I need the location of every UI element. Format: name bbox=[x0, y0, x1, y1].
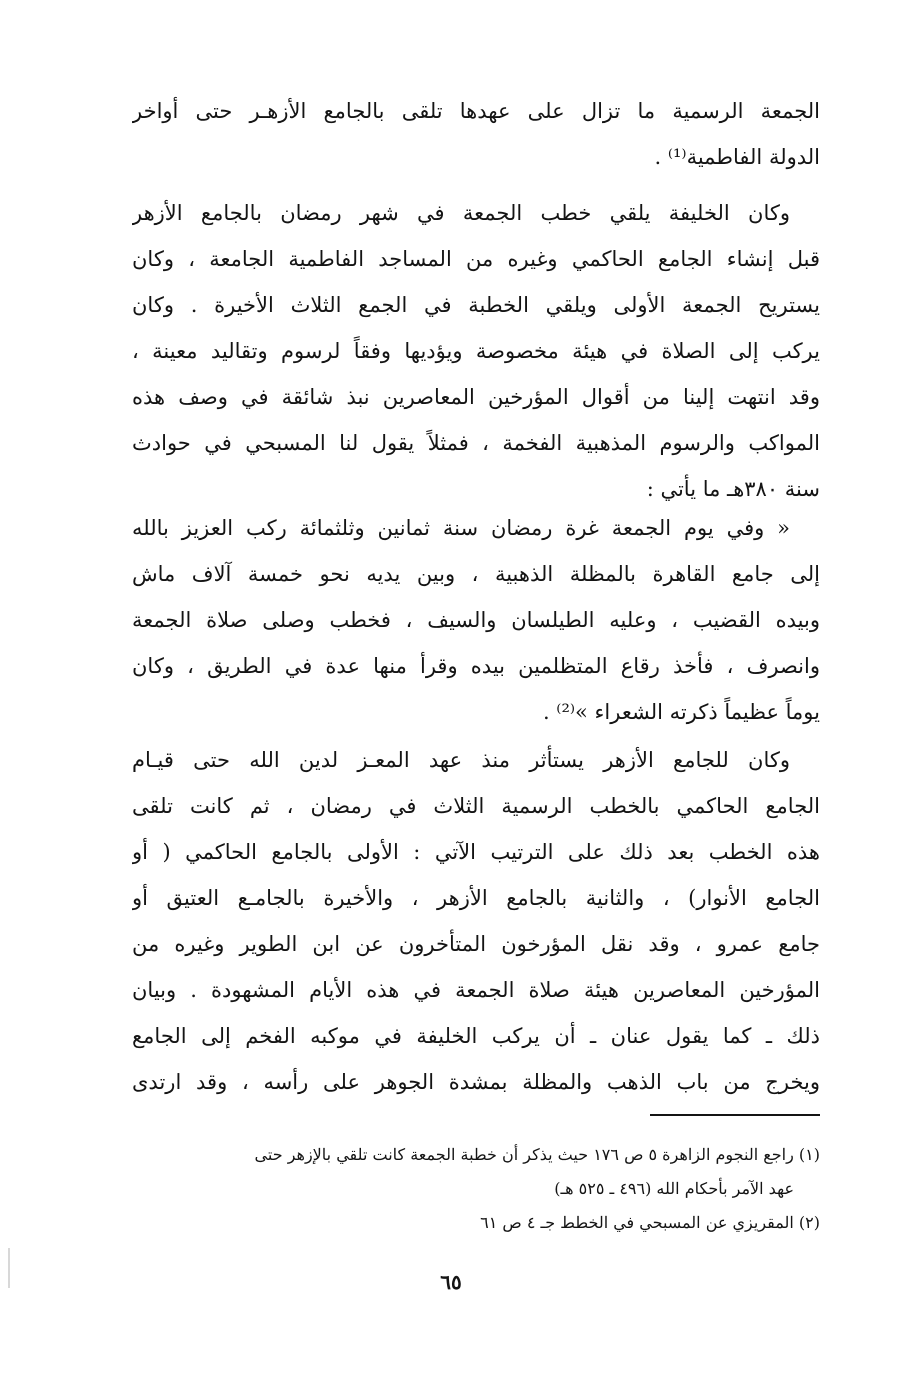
text-line: هذه الخطب بعد ذلك على الترتيب الآتي : الأولى بالجامع الحاكمي ( أو bbox=[132, 840, 820, 864]
scan-mark bbox=[8, 1248, 10, 1288]
footnotes bbox=[170, 1138, 820, 1240]
text-line: ذلك ـ كما يقول عنان ـ أن يركب الخليفة في موكبه الفخم إلى الجامع bbox=[132, 1024, 820, 1048]
paragraph-1 bbox=[132, 88, 820, 180]
paragraph-2 bbox=[132, 190, 820, 512]
text-line: وكان الخليفة يلقي خطب الجمعة في شهر رمضان بالجامع الأزهر bbox=[132, 201, 790, 225]
paragraph-3-quotation bbox=[132, 505, 820, 735]
text-line: ويخرج من باب الذهب والمظلة بمشدة الجوهر على رأسه ، وقد ارتدى bbox=[132, 1070, 820, 1094]
text-line: إلى جامع القاهرة بالمظلة الذهبية ، وبين يديه نحو خمسة آلاف ماش bbox=[132, 562, 820, 586]
text-line: قبل إنشاء الجامع الحاكمي وغيره من المساجد الفاطمية الجامعة ، وكان bbox=[132, 247, 820, 271]
footnote-1: (١) راجع النجوم الزاهرة ٥ ص ١٧٦ حيث يذكر أن خطبة الجمعة كانت تلقي بالإزهر حتى bbox=[254, 1145, 820, 1164]
page-number: ٦٥ bbox=[440, 1270, 462, 1294]
text-line: يوماً عظيماً ذكرته الشعراء »⁽²⁾ . bbox=[542, 700, 820, 724]
footnote-1-continuation: عهد الآمر بأحكام الله (٤٩٦ ـ ٥٢٥ هـ) bbox=[554, 1179, 794, 1198]
text-line: الجامع الأنوار) ، والثانية بالجامع الأزهر ، والأخيرة بالجامـع العتيق أو bbox=[132, 886, 820, 910]
text-line: يستريح الجمعة الأولى ويلقي الخطبة في الجمع الثلاث الأخيرة . وكان bbox=[132, 293, 820, 317]
footnote-separator bbox=[650, 1114, 820, 1116]
text-line: يركب إلى الصلاة في هيئة مخصوصة ويؤديها وفقاً لرسوم وتقاليد معينة ، bbox=[132, 339, 820, 363]
text-line: الجامع الحاكمي بالخطب الرسمية الثلاث في رمضان ، ثم كانت تلقى bbox=[132, 794, 820, 818]
text-line: « وفي يوم الجمعة غرة رمضان سنة ثمانين وثلثمائة ركب العزيز بالله bbox=[132, 516, 790, 540]
text-line: وقد انتهت إلينا من أقوال المؤرخين المعاصرين نبذ شائقة في وصف هذه bbox=[132, 385, 820, 409]
text-line: المؤرخين المعاصرين هيئة صلاة الجمعة في هذه الأيام المشهودة . وبيان bbox=[132, 978, 820, 1002]
text-line: سنة ٣٨٠هـ ما يأتي : bbox=[646, 477, 820, 501]
text-line: الدولة الفاطمية⁽¹⁾ . bbox=[654, 145, 820, 169]
text-line: وكان للجامع الأزهر يستأثر منذ عهد المعـز لدين الله حتى قيـام bbox=[132, 748, 790, 772]
text-line: المواكب والرسوم المذهبية الفخمة ، فمثلاً يقول لنا المسبحي في حوادث bbox=[132, 431, 820, 455]
text-line: وانصرف ، فأخذ رقاع المتظلمين بيده وقرأ منها عدة في الطريق ، وكان bbox=[132, 654, 820, 678]
text-line: وبيده القضيب ، وعليه الطيلسان والسيف ، فخطب وصلى صلاة الجمعة bbox=[132, 608, 820, 632]
footnote-2: (٢) المقريزي عن المسبحي في الخطط جـ ٤ ص ٦١ bbox=[480, 1213, 820, 1232]
paragraph-4 bbox=[132, 737, 820, 1105]
text-line: الجمعة الرسمية ما تزال على عهدها تلقى بالجامع الأزهـر حتى أواخر bbox=[132, 99, 820, 123]
text-line: جامع عمرو ، وقد نقل المؤرخون المتأخرون عن ابن الطوير وغيره من bbox=[132, 932, 820, 956]
